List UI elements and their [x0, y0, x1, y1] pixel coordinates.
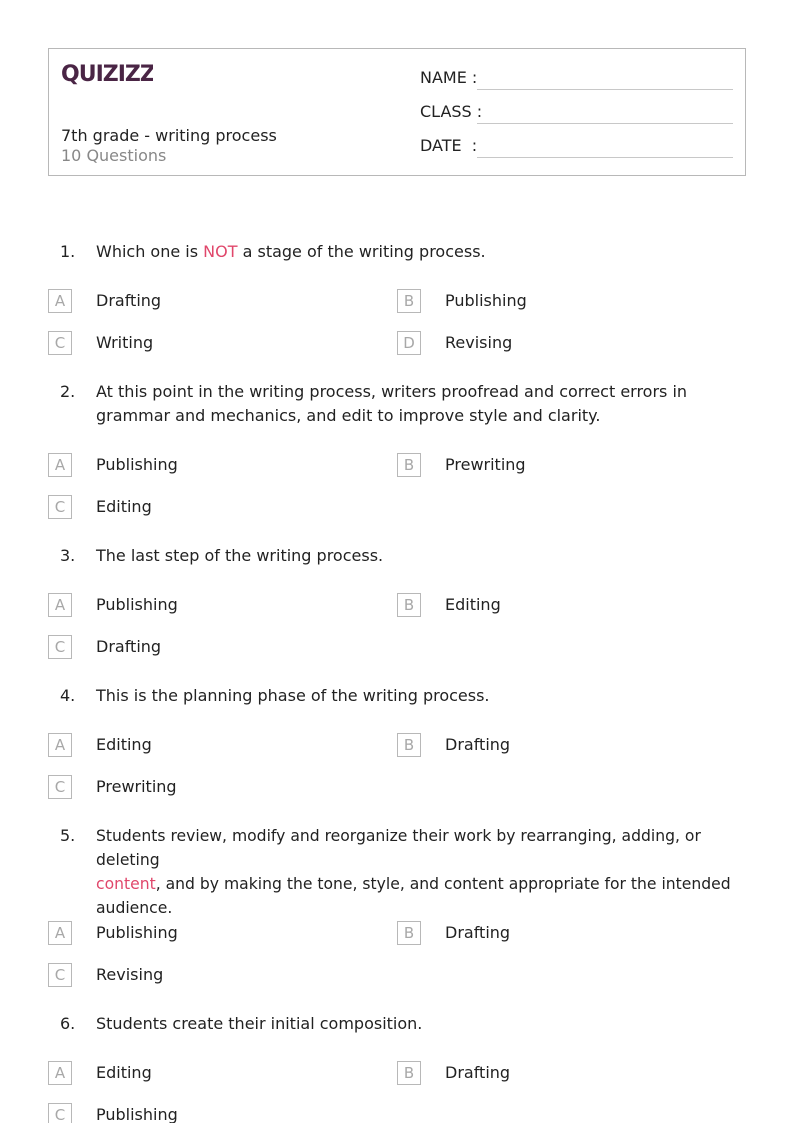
option-letter-box: C	[48, 331, 72, 355]
option-letter-box: A	[48, 1061, 72, 1085]
option-text: Editing	[96, 497, 152, 516]
option-letter-box: B	[397, 593, 421, 617]
option-letter-box: C	[48, 775, 72, 799]
option-text: Publishing	[96, 455, 178, 474]
question-number: 6.	[60, 1014, 76, 1033]
option-text: Publishing	[445, 291, 527, 310]
option-text: Prewriting	[96, 777, 177, 796]
question-text: The last step of the writing process.	[96, 546, 384, 565]
question-number: 4.	[60, 686, 76, 705]
question-text: At this point in the writing process, writers proofread and correct errors in grammar and mechanics, and edit to improve style and clarity.	[96, 382, 688, 425]
question-count: 10 Questions	[61, 146, 167, 165]
question-text: Students create their initial composition.	[96, 1014, 423, 1033]
question-text: This is the planning phase of the writing process.	[96, 686, 490, 705]
option-text: Drafting	[96, 637, 162, 656]
highlighted-word: NOT	[203, 242, 238, 261]
question-text: Which one is NOT a stage of the writing process.	[96, 242, 486, 261]
option-letter-box: C	[48, 635, 72, 659]
option-letter-box: C	[48, 963, 72, 987]
option-text: Editing	[96, 735, 152, 754]
option-text: Writing	[96, 333, 154, 352]
option-letter-box: B	[397, 453, 421, 477]
class-label: CLASS :	[420, 102, 483, 121]
option-letter-box: B	[397, 921, 421, 945]
option-letter-box: A	[48, 453, 72, 477]
option-text: Editing	[445, 595, 501, 614]
worksheet-title: 7th grade - writing process	[61, 126, 277, 145]
quizizz-logo	[61, 59, 153, 91]
highlighted-word: content	[96, 875, 156, 893]
option-letter-box: A	[48, 921, 72, 945]
svg-text:QUIZIZZ: QUIZIZZ	[61, 62, 153, 87]
option-text: Prewriting	[445, 455, 526, 474]
date-field[interactable]	[477, 157, 733, 158]
option-letter-box: A	[48, 593, 72, 617]
name-label: NAME :	[420, 68, 478, 87]
option-text: Publishing	[96, 595, 178, 614]
option-text: Drafting	[445, 735, 511, 754]
worksheet-header	[48, 48, 746, 176]
question-number: 5.	[60, 826, 76, 845]
option-text: Revising	[445, 333, 513, 352]
option-text: Editing	[96, 1063, 152, 1082]
option-letter-box: B	[397, 289, 421, 313]
option-letter-box: B	[397, 733, 421, 757]
option-text: Publishing	[96, 923, 178, 942]
option-letter-box: C	[48, 1103, 72, 1123]
option-letter-box: A	[48, 289, 72, 313]
date-label: DATE :	[420, 136, 478, 155]
option-letter-box: D	[397, 331, 421, 355]
option-text: Drafting	[445, 923, 511, 942]
question-text: Students review, modify and reorganize their work by rearranging, adding, or deleting content, and by making the tone, style, and content appropriate for the intended audience.	[96, 827, 731, 917]
class-field[interactable]	[477, 123, 733, 124]
question-number: 3.	[60, 546, 76, 565]
option-text: Revising	[96, 965, 164, 984]
question-number: 2.	[60, 382, 76, 401]
option-text: Drafting	[96, 291, 162, 310]
option-letter-box: C	[48, 495, 72, 519]
option-letter-box: B	[397, 1061, 421, 1085]
option-text: Publishing	[96, 1105, 178, 1123]
option-text: Drafting	[445, 1063, 511, 1082]
name-field[interactable]	[477, 89, 733, 90]
option-letter-box: A	[48, 733, 72, 757]
question-number: 1.	[60, 242, 76, 261]
